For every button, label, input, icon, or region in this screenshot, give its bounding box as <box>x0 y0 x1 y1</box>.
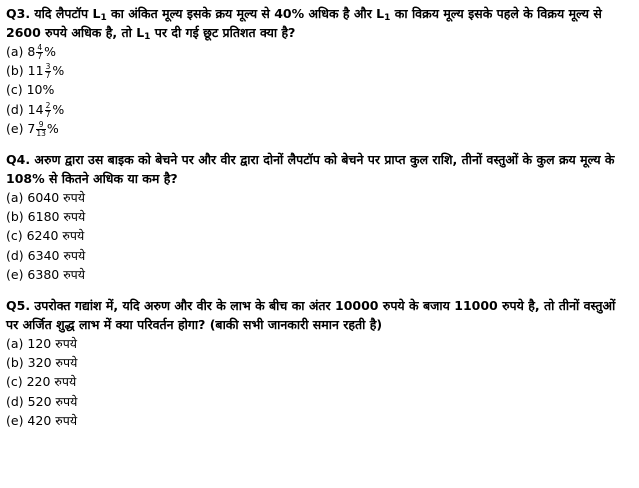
spacer <box>6 284 631 296</box>
denominator: 7 <box>37 52 43 61</box>
numerator: 3 <box>45 62 51 72</box>
denominator: 7 <box>45 109 51 119</box>
option-d: (d) 6340 रुपये <box>6 247 86 263</box>
percent-sign: % <box>52 63 65 79</box>
option-label: (a) <box>6 44 28 59</box>
question-4 <box>6 150 631 284</box>
option-a <box>6 42 631 61</box>
option-d <box>6 100 631 119</box>
subscript: 1 <box>384 13 391 23</box>
question-text-part: यदि लैपटॉप L <box>30 6 101 21</box>
fraction <box>45 102 52 119</box>
mixed-whole: 8 <box>27 44 36 59</box>
question-text-part: पर दी गई छूट प्रतिशत क्या है? <box>150 25 296 40</box>
option-c: (c) 6240 रुपये <box>6 228 85 244</box>
fraction <box>36 44 43 61</box>
question-5-text: Q5. उपरोक्त गद्यांश में, यदि अरुण और वीर के लाभ के बीच का अंतर 10000 रुपये के बजाय 11000 रुपये है, तो तीनों वस्तुओं पर अर्जित शुद्ध लाभ में क्या परिवर्तन होगा? (बाकी सभी जानकारी समान रहती है) <box>6 298 616 333</box>
option-label: (e) <box>6 120 28 136</box>
subscript: 1 <box>144 32 151 42</box>
numerator: 2 <box>45 100 51 110</box>
option-b: (b) 6180 रुपये <box>6 209 86 225</box>
spacer <box>6 138 631 150</box>
question-5 <box>6 296 631 430</box>
option-e: (e) 6380 रुपये <box>6 266 86 282</box>
subscript: 1 <box>100 13 107 23</box>
option-a: (a) 6040 रुपये <box>6 190 85 206</box>
percent-sign: % <box>46 120 59 136</box>
question-text-part: का विक्रय मूल्य इसके पहले के विक्रय मूल्य से 2600 रुपये अधिक है, तो L <box>6 6 602 40</box>
option-a: (a) 120 रुपये <box>6 336 78 352</box>
denominator: 13 <box>36 128 46 138</box>
numerator: 9 <box>36 121 46 130</box>
option-e: (e) 420 रुपये <box>6 412 78 428</box>
denominator: 7 <box>45 71 51 81</box>
question-4-text: Q4. अरुण द्वारा उस बाइक को बेचने पर और वीर द्वारा दोनों लैपटॉप को बेचने पर प्राप्त कुल राशि, तीनों वस्तुओं के कुल क्रय मूल्य के 108% से कितने अधिक या कम है? <box>6 152 615 187</box>
question-text-part: का अंकित मूल्य इसके क्रय मूल्य से 40% अधिक है और L <box>106 6 385 21</box>
mixed-whole: 7 <box>27 120 36 136</box>
fraction <box>45 63 52 80</box>
question-3 <box>6 4 631 138</box>
option-label: (c) 10% <box>6 82 55 98</box>
option-c: (c) 220 रुपये <box>6 374 77 390</box>
option-label: (d) <box>6 101 28 117</box>
option-e <box>6 119 631 138</box>
percent-sign: % <box>44 44 57 59</box>
mixed-whole: 11 <box>27 63 44 79</box>
option-b: (b) 320 रुपये <box>6 355 78 371</box>
question-number: Q3. <box>6 6 31 21</box>
fraction <box>36 121 46 138</box>
option-b <box>6 61 631 80</box>
option-label: (b) <box>6 63 28 79</box>
numerator: 4 <box>37 43 43 52</box>
question-3-text <box>6 4 631 42</box>
option-c <box>6 80 631 99</box>
percent-sign: % <box>52 101 65 117</box>
mixed-whole: 14 <box>27 101 44 117</box>
option-d: (d) 520 रुपये <box>6 393 78 409</box>
